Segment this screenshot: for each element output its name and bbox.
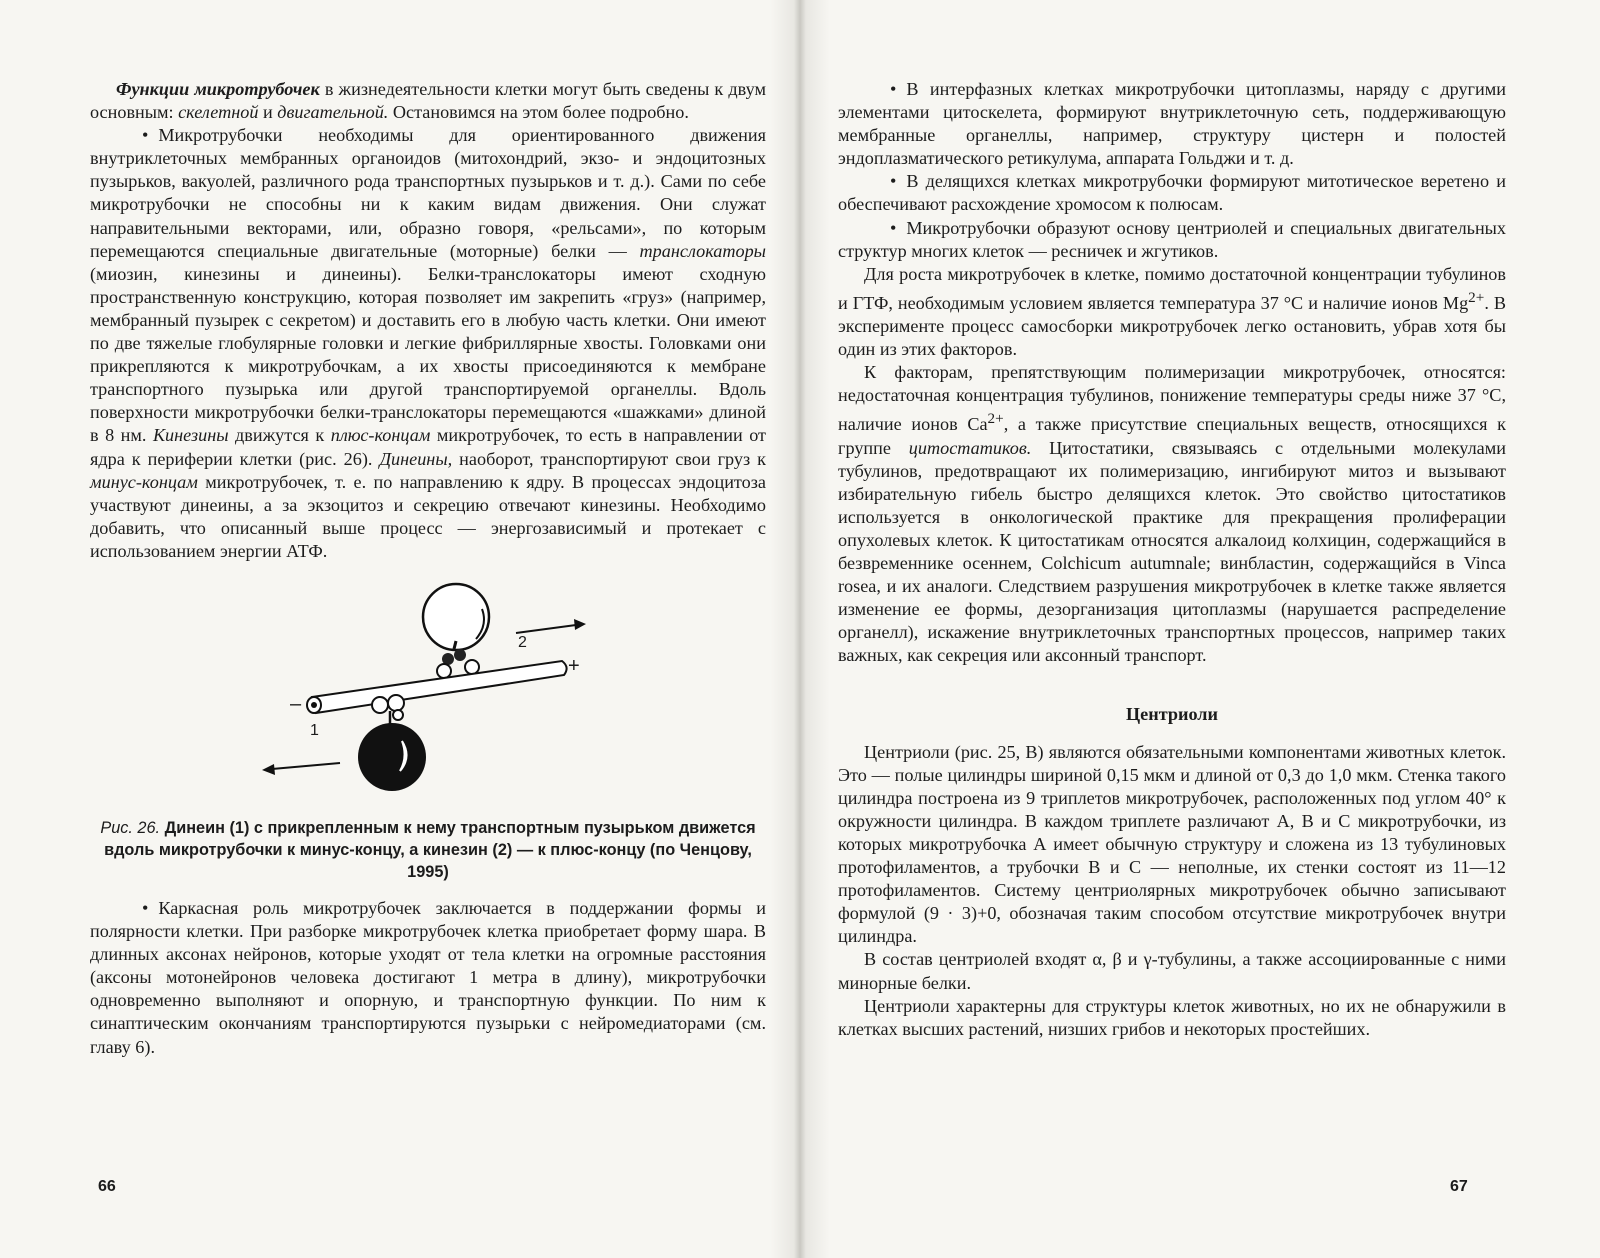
emphasis: Динеины, [379, 448, 453, 469]
text-run: микротрубочек, т. е. по направлению к ядру. В процессах эндоцитоза участвуют динеины, а за экзоцитоз и секрецию отвечают кинезины. Необходимо добавить, что описанный выше процесс — энергозависимый и протекает с использованием энергии АТФ. [90, 471, 766, 561]
left-page [90, 78, 766, 1059]
text-run: наоборот, транспортируют свои груз к [452, 448, 767, 469]
bullet-icon: • [890, 217, 897, 238]
emphasis: двигательной. [277, 102, 389, 123]
kinesin-stalk [454, 641, 456, 649]
inline-heading: Функции микротрубочек [116, 79, 320, 99]
text-run: Микротрубочки образуют основу центриолей и специальных двигательных структур многих клеток — ресничек и жгутиков. [838, 217, 1506, 261]
emphasis: минус-концам [90, 471, 198, 492]
kinesin-head [454, 649, 466, 661]
text-run: В интерфазных клетках микротрубочки цитоплазмы, наряду с другими элементами цитоскелета, формируют внутриклеточную сеть, поддерживающую мембранные органеллы, например, структуру цистерн и полостей эндоплазматического ретикулума, аппарата Гольджи и т. д. [838, 79, 1506, 169]
caption-text: Динеин (1) с прикрепленным к нему транспортным пузырьком движется вдоль микротрубочки к минус-концу, а кинезин (2) — к плюс-концу (по Ченцову, 1995) [104, 818, 756, 881]
dynein-direction-arrow [272, 763, 340, 769]
text-run: Для роста микротрубочек в клетке, помимо достаточной концентрации тубулинов и ГТФ, необходимым условием является температура 37 °С и наличие ионов Mg [838, 263, 1506, 313]
figure-label-1: 1 [310, 721, 319, 739]
text-run: и [258, 102, 278, 123]
text-run: микротрубочек, то есть в направлении от ядра к периферии клетки (рис. 26). [90, 425, 766, 469]
bullet-icon: • [142, 125, 149, 146]
figure-caption [98, 817, 758, 883]
emphasis: Кинезины [152, 425, 229, 446]
left-bullet-2 [90, 897, 766, 1059]
text-run: движутся к [228, 425, 331, 446]
left-paragraph-1 [90, 78, 766, 124]
dynein-vesicle [358, 723, 426, 791]
dynein-kinesin-diagram [90, 581, 766, 811]
right-bullet-3 [838, 217, 1506, 263]
dynein-head [388, 695, 404, 711]
right-paragraph-3: Центриоли (рис. 25, В) являются обязательными компонентами животных клеток. Это — полые цилиндры шириной 0,15 мкм и длиной от 0,3 до 1,0 мкм. Стенка такого цилиндра построена из 9 триплетов микротрубочек, расположенных под углом 40° к окружности цилиндра. В каждом триплете различают А, В и С микротрубочки, из которых микротрубочка А имеет обычную структуру и сложена из 13 тубулиновых протофиламентов, а трубочки В и С — неполные, их стенки состоят из 11—12 протофиламентов. Систему центриолярных микротрубочек обычно записывают формулой (9 · 3)+0, обозначая таким способом отсутствие микротрубочек внутри цилиндра. [838, 741, 1506, 947]
right-bullet-1 [838, 78, 1506, 170]
superscript: 2+ [1468, 288, 1485, 306]
emphasis: цитостатиков. [908, 437, 1032, 458]
book-gutter [770, 0, 830, 1258]
bullet-icon: • [890, 79, 897, 99]
figure-label-plus: + [568, 654, 580, 677]
caption-ref: Рис. 26. [100, 818, 161, 837]
bullet-icon: • [142, 897, 149, 918]
dynein-head [372, 697, 388, 713]
emphasis: транслокаторы [639, 240, 766, 261]
text-run: Остановимся на этом более подробно. [388, 102, 689, 123]
text-run: (миозин, кинезины и динеины). Белки-транслокаторы имеют сходную пространственную конструкцию, которая позволяет им закрепить «груз» (например, мембранный пузырек с секретом) и доставить его в любую часть клетки. Они имеют по две тяжелые глобулярные головки и легкие фибриллярные хвосты. Головками они прикрепляются к микротрубочкам, а их хвосты присоединяются к мембране транспортного пузырька или другой транспортируемой органеллы. Вдоль поверхности микротрубочки белки-транслокаторы перемещаются «шажками» длиной в 8 нм. [90, 263, 766, 446]
text-run: В делящихся клетках микротрубочки формируют митотическое веретено и обеспечивают расхождение хромосом к полюсам. [838, 171, 1506, 215]
text-run: К факторам, препятствующим полимеризации микротрубочек, относятся: недостаточная концентрация тубулинов, понижение температуры среды ниже 37 °С, наличие ионов Ca [838, 362, 1506, 435]
text-run: Микротрубочки необходимы для ориентированного движения внутриклеточных мембранных органоидов (митохондрий, экзо- и эндоцитозных пузырьков, вакуолей, различного рода транспортных пузырьков и т. д.). Сами по себе микротрубочки не способны ни к каким видам движения. Они служат направительными векторами, или, образно говоря, «рельсами», по которым перемещаются специальные двигательные (моторные) белки — [90, 125, 766, 261]
right-paragraph-4: В состав центриолей входят α, β и γ-тубулины, а также ассоциированные с ними минорные белки. [838, 949, 1506, 993]
microtubule-lumen [311, 702, 317, 708]
right-page [838, 78, 1506, 1041]
kinesin-head [437, 664, 451, 678]
kinesin-vesicle [423, 584, 489, 650]
text-run: в жизнедеятельности клетки могут быть сведены к двум основным: [90, 79, 766, 123]
dynein-joint [393, 710, 403, 720]
superscript: 2+ [987, 410, 1004, 428]
text-run: , а также присутствие специальных веществ, относящихся к группе [838, 414, 1506, 458]
right-paragraph-5: Центриоли характерны для структуры клеток животных, но их не обнаружили в клетках высших растений, низших грибов и некоторых простейших. [838, 995, 1506, 1039]
arrowhead [574, 619, 586, 630]
text-run: . В эксперименте процесс самосборки микротрубочек легко остановить, убрав хотя бы один из этих факторов. [838, 292, 1506, 360]
page-number-left: 66 [98, 1178, 116, 1195]
emphasis: скелетной [178, 102, 259, 123]
kinesin-head [465, 660, 479, 674]
page-number-right: 67 [1450, 1178, 1468, 1195]
figure-26 [90, 581, 766, 811]
figure-label-2: 2 [518, 633, 527, 651]
emphasis: плюс-концам [330, 425, 431, 446]
bullet-icon: • [890, 171, 897, 192]
figure-label-minus: – [290, 692, 302, 715]
left-bullet-1 [90, 124, 766, 563]
section-title: Центриоли [1126, 704, 1218, 725]
text-run: Каркасная роль микротрубочек заключается в поддержании формы и полярности клетки. При разборке микротрубочек клетка приобретает форму шара. В длинных аксонах нейронов, которые уходят от тела клетки на огромные расстояния (аксоны мотонейронов человека достигают 1 метра в длину), микротрубочки одновременно выполняют и опорную, и транспортную функции. По ним к синаптическим окончаниям транспортируются пузырьки с нейромедиаторами (см. главу 6). [90, 897, 766, 1057]
arrowhead [262, 764, 275, 775]
text-run: Цитостатики, связываясь с отдельными молекулами тубулинов, предотвращают их полимеризацию, ингибируют митоз и вызывают избирательную гибель быстро делящихся клеток. Это свойство цитостатиков используется в онкологической практике для прекращения пролиферации опухолевых клеток. К цитостатикам относятся алкалоид колхицин, содержащийся в безвременнике осеннем, Colchicum autumnale; винбластин, содержащийся в Vinca rosea, и их аналоги. Следствием разрушения микротрубочек в клетке также является изменение ее формы, дезорганизация цитоплазмы (нарушается распределение органелл), искажение внутриклеточных транспортных процессов, например таких важных, как секреция или аксонный транспорт. [838, 437, 1506, 666]
right-paragraph-2 [838, 361, 1506, 667]
right-bullet-2 [838, 170, 1506, 216]
right-paragraph-1 [838, 263, 1506, 361]
